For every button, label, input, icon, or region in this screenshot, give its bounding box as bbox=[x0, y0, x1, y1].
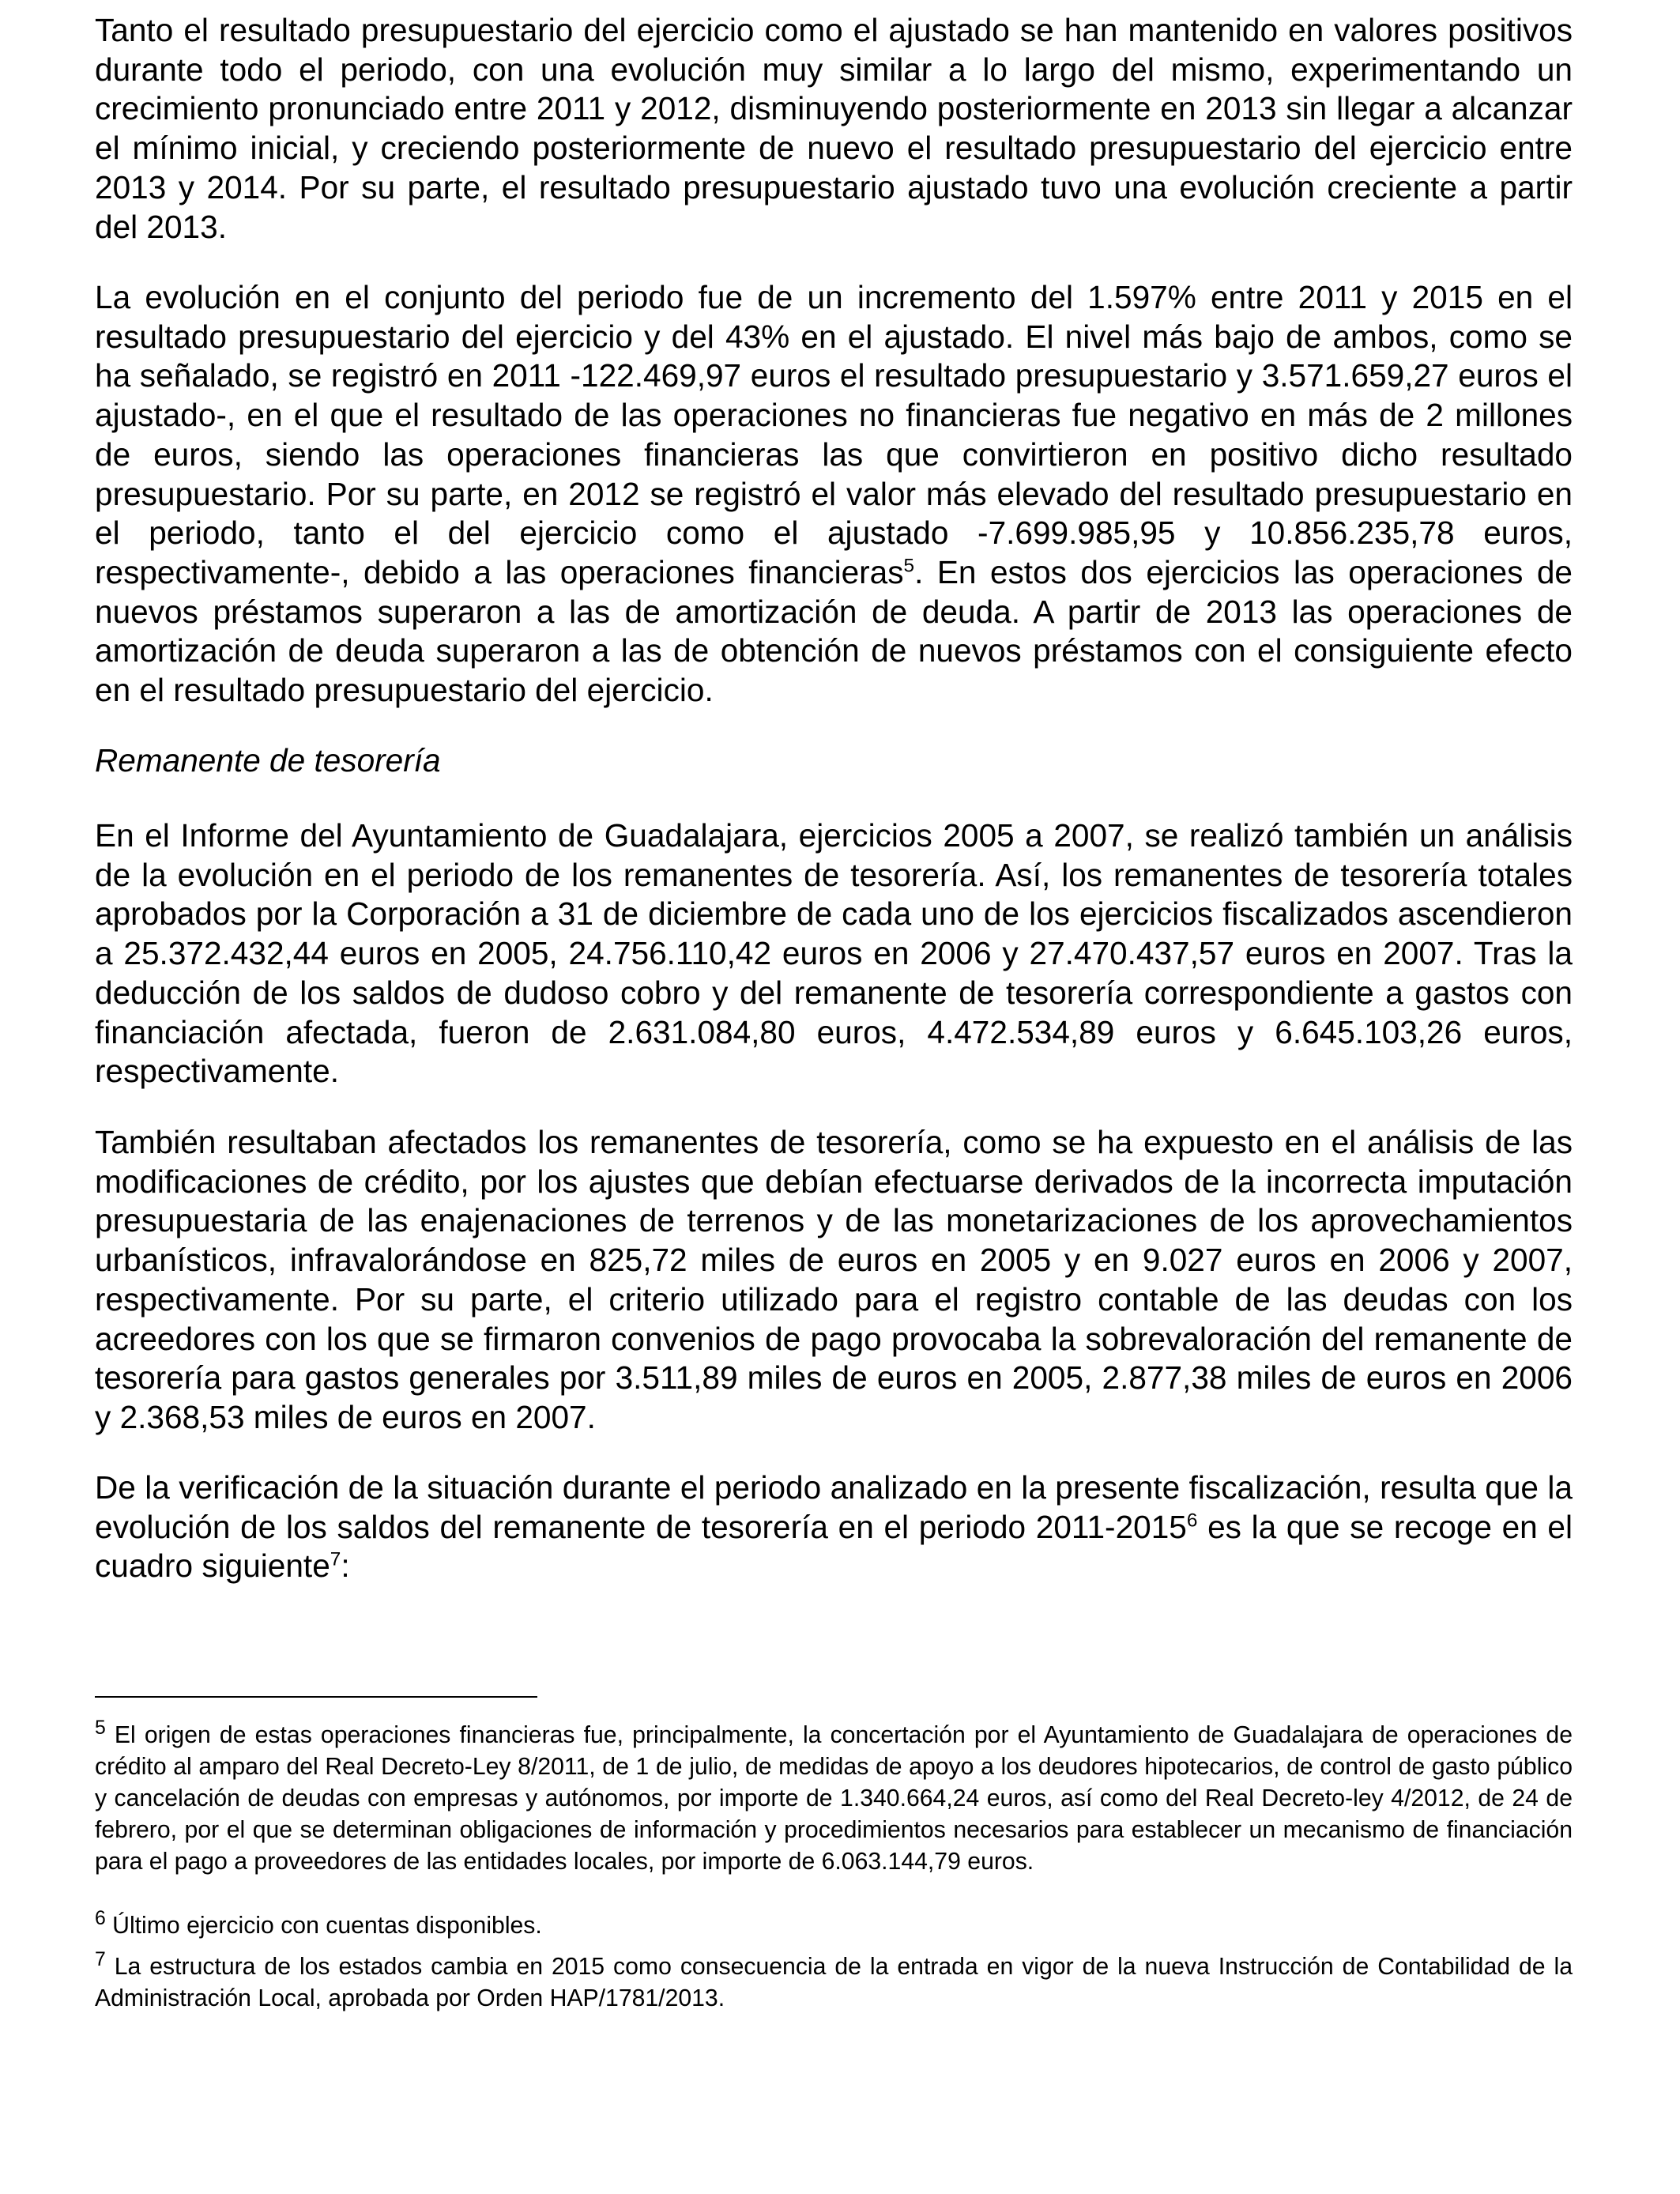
footnote-text: La estructura de los estados cambia en 2015 como consecuencia de la entrada en vigor de la nueva Instrucción de Contabilidad de la Administración Local, aprobada por Orden HAP/1781/2013. bbox=[95, 1954, 1573, 2011]
footnote-7 bbox=[95, 1948, 1573, 2015]
paragraph-verificacion bbox=[95, 1468, 1573, 1586]
section-heading: Remanente de tesorería bbox=[95, 742, 441, 778]
footnote-reference: 6 bbox=[1186, 1510, 1198, 1532]
footnote-reference: 7 bbox=[330, 1548, 341, 1570]
paragraph-text: : bbox=[341, 1547, 350, 1585]
paragraph-evolucion-conjunto bbox=[95, 278, 1573, 711]
paragraph-remanentes-afectados: También resultaban afectados los remanentes de tesorería, como se ha expuesto en el análisis de las modificaciones de crédito, por los ajustes que debían efectuarse derivados de la incorrecta imputación presupuestaria de las enajenaciones de terrenos y de las monetarizaciones de los aprovechamientos urbanísticos, infravalorándose en 825,72 miles de euros en 2005 y en 9.027 euros en 2006 y 2007, respectivamente. Por su parte, el criterio utilizado para el registro contable de las deudas con los acreedores con los que se firmaron convenios de pago provocaba la sobrevaloración del remanente de tesorería para gastos generales por 3.511,89 miles de euros en 2005, 2.877,38 miles de euros en 2006 y 2.368,53 miles de euros en 2007. bbox=[95, 1124, 1573, 1435]
footnote-text: Último ejercicio con cuentas disponibles. bbox=[105, 1913, 542, 1939]
paragraph-resultado-evolucion: Tanto el resultado presupuestario del ejercicio como el ajustado se han mantenido en valores positivos durante todo el periodo, con una evolución muy similar a lo largo del mismo, experimentando un crecimiento pronunciado entre 2011 y 2012, disminuyendo posteriormente en 2013 sin llegar a alcanzar el mínimo inicial, y creciendo posteriormente de nuevo el resultado presupuestario del ejercicio entre 2013 y 2014. Por su parte, el resultado presupuestario ajustado tuvo una evolución creciente a partir del 2013. bbox=[95, 12, 1573, 245]
footnote-number: 6 bbox=[95, 1907, 106, 1929]
paragraph-informe-anterior: En el Informe del Ayuntamiento de Guadalajara, ejercicios 2005 a 2007, se realizó también un análisis de la evolución en el periodo de los remanentes de tesorería. Así, los remanentes de tesorería totales aprobados por la Corporación a 31 de diciembre de cada uno de los ejercicios fiscalizados ascendieron a 25.372.432,44 euros en 2005, 24.756.110,42 euros en 2006 y 27.470.437,57 euros en 2007. Tras la deducción de los saldos de dudoso cobro y del remanente de tesorería correspondiente a gastos con financiación afectada, fueron de 2.631.084,80 euros, 4.472.534,89 euros y 6.645.103,26 euros, respectivamente. bbox=[95, 817, 1573, 1090]
footnote-number: 5 bbox=[95, 1717, 106, 1739]
paragraph-text: . En estos dos ejercicios las operaciones de nuevos préstamos superaron a las de amortización de deuda. A partir de 2013 las operaciones de amortización de deuda superaron a las de obtención de nuevos préstamos con el consiguiente efecto en el resultado presupuestario del ejercicio. bbox=[95, 553, 1573, 709]
paragraph-text: es la que se recoge en el cuadro siguiente bbox=[95, 1508, 1573, 1585]
footnote-separator bbox=[95, 1696, 537, 1698]
footnote-text: El origen de estas operaciones financieras fue, principalmente, la concertación por el Ayuntamiento de Guadalajara de operaciones de crédito al amparo del Real Decreto-Ley 8/2011, de 1 de julio, de medidas de apoyo a los deudores hipotecarios, de control de gasto público y cancelación de deudas con empresas y autónomos, por importe de 1.340.664,24 euros, así como del Real Decreto-ley 4/2012, de 24 de febrero, por el que se determinan obligaciones de información y procedimientos necesarios para establecer un mecanismo de financiación para el pago a proveedores de las entidades locales, por importe de 6.063.144,79 euros. bbox=[95, 1722, 1573, 1875]
footnote-6 bbox=[95, 1907, 1573, 1942]
footnote-5 bbox=[95, 1717, 1573, 1878]
footnote-number: 7 bbox=[95, 1948, 106, 1970]
footnote-reference: 5 bbox=[903, 555, 915, 577]
paragraph-text: La evolución en el conjunto del periodo fue de un incremento del 1.597% entre 2011 y 2015 en el resultado presupuestario del ejercicio y del 43% en el ajustado. El nivel más bajo de ambos, como se ha señalado, se registró en 2011 -122.469,97 euros el resultado presupuestario y 3.571.659,27 euros el ajustado-, en el que el resultado de las operaciones no financieras fue negativo en más de 2 millones de euros, siendo las operaciones financieras las que convirtieron en positivo dicho resultado presupuestario. Por su parte, en 2012 se registró el valor más elevado del resultado presupuestario en el periodo, tanto el del ejercicio como el ajustado -7.699.985,95 y 10.856.235,78 euros, respectivamente-, debido a las operaciones financieras bbox=[95, 279, 1573, 590]
paragraph-text: De la verificación de la situación durante el periodo analizado en la presente fiscalización, resulta que la evolución de los saldos del remanente de tesorería en el periodo 2011-2015 bbox=[95, 1469, 1573, 1545]
